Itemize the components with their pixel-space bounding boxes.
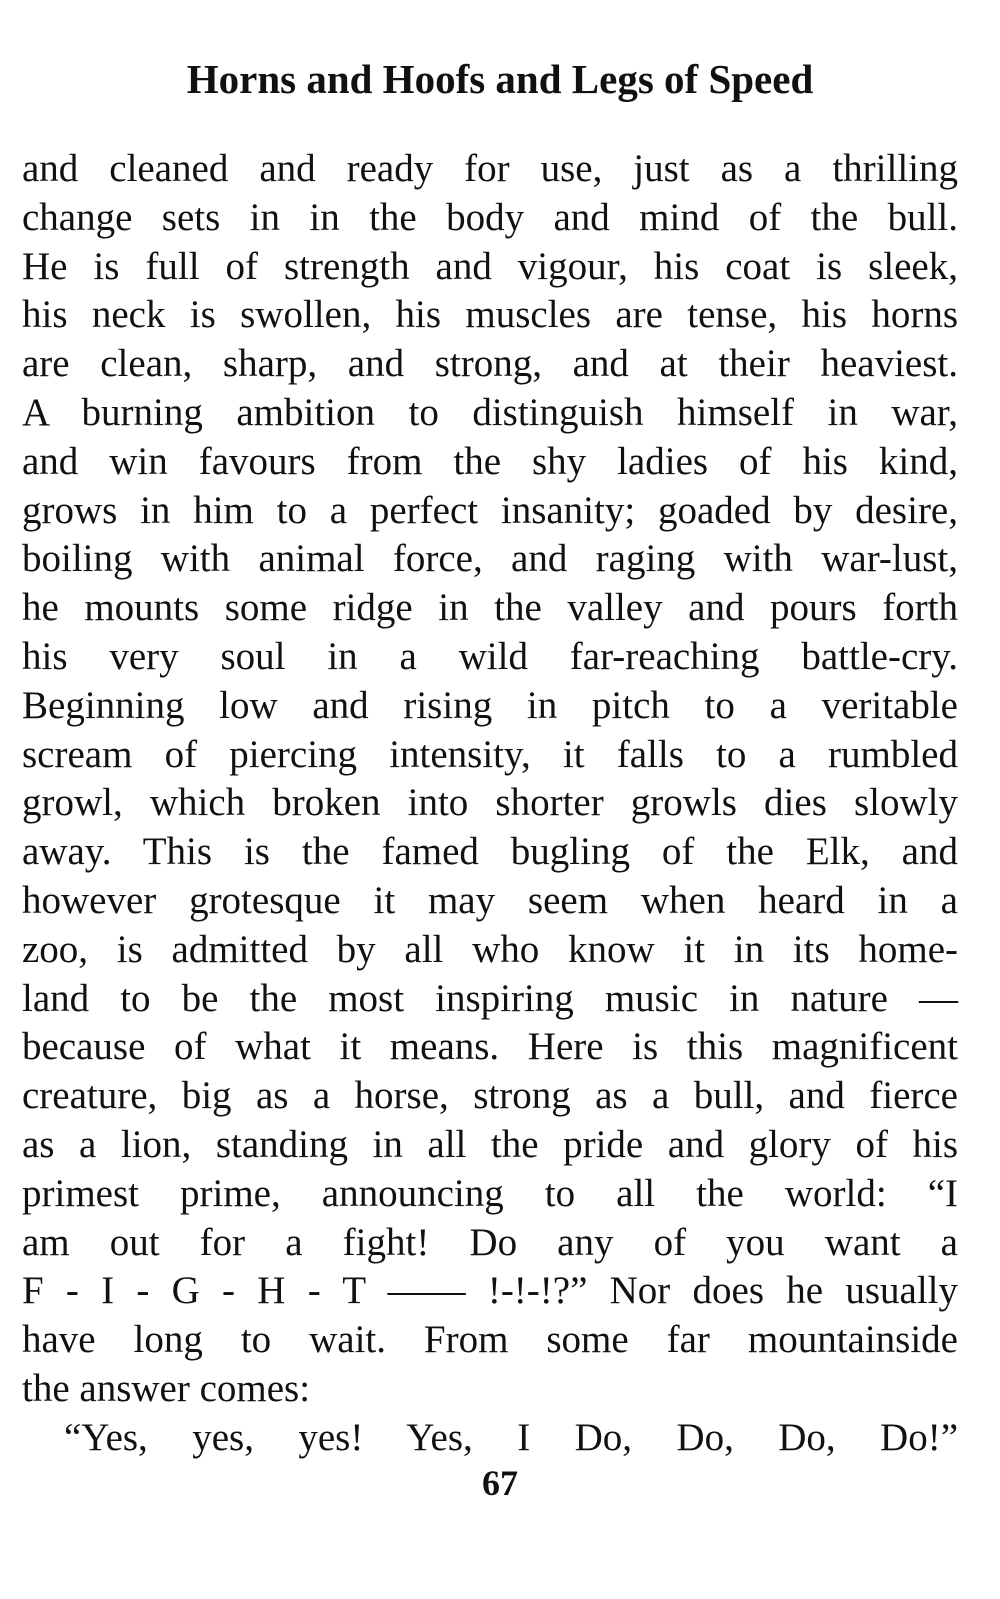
text-line: and win favours from the shy ladies of his kind, [22,439,958,483]
text-line: grows in him to a perfect insanity; goaded by desire, [22,488,958,532]
text-line: his very soul in a wild far-reaching battle-cry. [22,634,958,678]
text-line: F - I - G - H - T —— !-!-!?” Nor does he usually [22,1269,958,1313]
text-line: and cleaned and ready for use, just as a thrilling [22,147,958,190]
text-line: primest prime, announcing to all the world: “I [22,1171,958,1215]
text-line: his neck is swollen, his muscles are tense, his horns [22,293,958,337]
running-title: Horns and Hoofs and Legs of Speed [186,56,814,102]
text-line: he mounts some ridge in the valley and pours forth [22,586,958,630]
text-line: zoo, is admitted by all who know it in its home- [22,927,958,971]
text-line: the answer comes: [22,1366,311,1410]
text-line: am out for a fight! Do any of you want a [22,1220,958,1264]
text-line: however grotesque it may seem when heard in a [22,878,958,922]
text-line: because of what it means. Here is this magnificent [22,1025,958,1069]
text-line: Beginning low and rising in pitch to a veritable [22,683,958,727]
text-line: land to be the most inspiring music in nature — [22,976,958,1020]
page-number: 67 [482,1463,518,1503]
text-line: change sets in in the body and mind of the bull. [22,195,958,239]
text-line: growl, which broken into shorter growls dies slowly [22,781,958,825]
text-line: A burning ambition to distinguish himself in war, [22,390,958,434]
text-line: as a lion, standing in all the pride and glory of his [22,1122,958,1166]
body-text [22,145,958,1463]
text-line: have long to wait. From some far mountainside [22,1318,958,1362]
text-line: away. This is the famed bugling of the Elk, and [22,830,958,874]
text-line: scream of piercing intensity, it falls to a rumbled [22,732,958,776]
text-line: He is full of strength and vigour, his coat is sleek, [22,244,958,288]
text-line: are clean, sharp, and strong, and at their heaviest. [22,342,958,386]
quoted-reply-line: “Yes, yes, yes! Yes, I Do, Do, Do, Do!” [64,1415,958,1459]
text-line: boiling with animal force, and raging with war-lust, [22,537,958,581]
text-line: creature, big as a horse, strong as a bull, and fierce [22,1074,958,1118]
